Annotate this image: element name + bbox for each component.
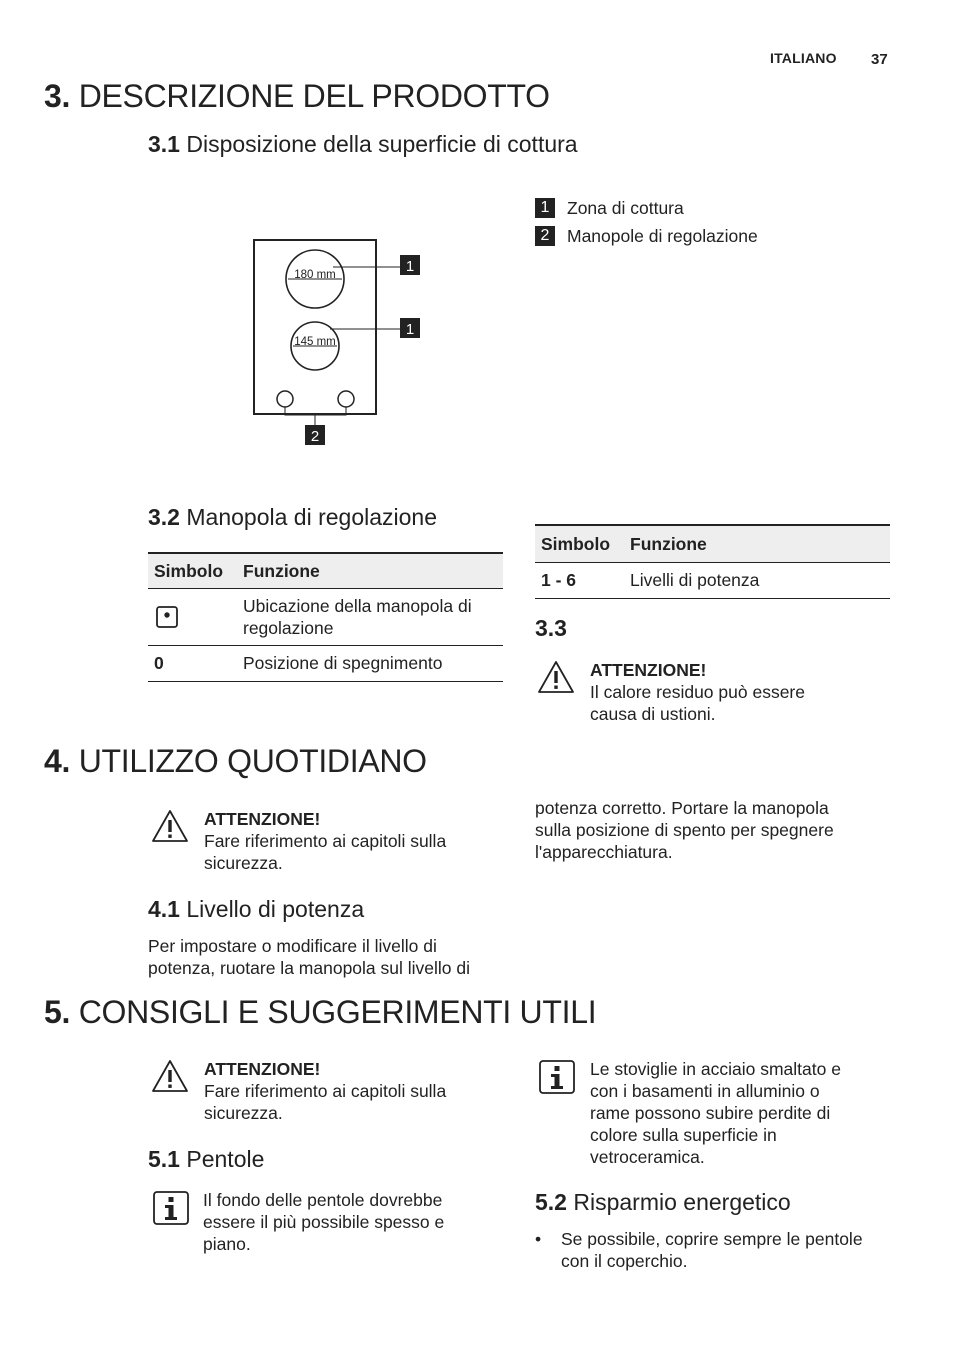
- legend-item: [535, 194, 758, 222]
- table-row: [148, 645, 503, 681]
- warning-title: ATTENZIONE!: [204, 1059, 321, 1079]
- warning-icon: [151, 1058, 189, 1094]
- legend-number: 1: [535, 198, 555, 218]
- section-4-1-title: Livello di potenza: [186, 896, 365, 922]
- page-number: 37: [871, 51, 888, 68]
- section-3-title: DESCRIZIONE DEL PRODOTTO: [78, 78, 550, 114]
- section-3-1-heading: [148, 131, 578, 158]
- info-text: Le stoviglie in acciaio smaltato e con i basamenti in alluminio o rame possono subire perdite di colore sulla superficie in vetroceramica.: [590, 1059, 841, 1167]
- warning-text: Fare riferimento ai capitoli sulla sicurezza.: [204, 1081, 447, 1123]
- section-3-number: 3.: [44, 78, 71, 114]
- table-header-cell: Simbolo: [535, 525, 624, 562]
- table-row: [535, 562, 890, 598]
- section-4-1-heading: [148, 896, 364, 923]
- section-5-2-number: 5.2: [535, 1189, 567, 1215]
- table-cell-function: Posizione di spegnimento: [243, 653, 443, 673]
- header-language: ITALIANO: [770, 50, 837, 66]
- info-box-stoviglie: [538, 1058, 878, 1168]
- section-5-2-title: Risparmio energetico: [573, 1189, 791, 1215]
- callout-1b-label: 1: [405, 321, 415, 338]
- info-icon: [152, 1189, 190, 1227]
- section-5-title: CONSIGLI E SUGGERIMENTI UTILI: [78, 994, 597, 1030]
- section-3-2-heading: [148, 504, 437, 531]
- info-icon: [538, 1058, 576, 1096]
- warning-title: ATTENZIONE!: [204, 809, 321, 829]
- warning-title: ATTENZIONE!: [590, 660, 707, 680]
- energy-saving-list: [535, 1228, 890, 1272]
- table-header-cell: Funzione: [624, 525, 890, 562]
- list-item-text: Se possibile, coprire sempre le pentole con il coperchio.: [561, 1229, 863, 1271]
- warning-box-3-3: [537, 659, 867, 725]
- table-row: [148, 588, 503, 645]
- table-cell-function: Livelli di potenza: [630, 570, 760, 590]
- section-5-number: 5.: [44, 994, 71, 1030]
- knob-right: [338, 391, 354, 407]
- power-level-paragraph-right: potenza corretto. Portare la manopola sulla posizione di spento per spegnere l'apparecchiatura.: [535, 798, 834, 862]
- legend-number: 2: [535, 226, 555, 246]
- section-5-heading: [44, 994, 596, 1031]
- zone-2-size-label: 145 mm: [294, 336, 336, 348]
- section-5-1-heading: [148, 1146, 264, 1173]
- info-box-pentole: [152, 1189, 492, 1255]
- table-cell-symbol: [148, 588, 237, 645]
- section-4-title: UTILIZZO QUOTIDIANO: [78, 743, 427, 779]
- legend-item: [535, 222, 758, 250]
- table-header-row: [148, 553, 503, 588]
- warning-icon: [537, 659, 575, 695]
- table-header-cell: Funzione: [237, 553, 503, 588]
- table-cell-function: Ubicazione della manopola di regolazione: [243, 595, 472, 638]
- power-level-table: [535, 524, 890, 599]
- bullet-icon: •: [535, 1229, 542, 1249]
- knob-location-icon: [155, 605, 179, 629]
- list-item: [535, 1228, 890, 1272]
- knob-left: [277, 391, 293, 407]
- section-5-1-number: 5.1: [148, 1146, 180, 1172]
- section-3-2-number: 3.2: [148, 504, 180, 530]
- section-4-1-number: 4.1: [148, 896, 180, 922]
- section-5-2-heading: [535, 1189, 791, 1216]
- section-3-1-number: 3.1: [148, 131, 180, 157]
- section-5-1-title: Pentole: [186, 1146, 265, 1172]
- warning-box-4: [151, 808, 491, 874]
- warning-box-5: [151, 1058, 491, 1124]
- callout-1a-label: 1: [405, 258, 415, 275]
- knob-symbol-table: [148, 552, 503, 682]
- zone-1-size-label: 180 mm: [294, 269, 336, 281]
- diagram-legend: [535, 194, 758, 250]
- info-text: Il fondo delle pentole dovrebbe essere il più possibile spesso e piano.: [203, 1190, 445, 1254]
- legend-text: Zona di cottura: [567, 197, 684, 218]
- warning-text: Fare riferimento ai capitoli sulla sicurezza.: [204, 831, 447, 873]
- table-header-cell: Simbolo: [148, 553, 237, 588]
- cooktop-outline: [254, 240, 376, 414]
- table-header-row: [535, 525, 890, 562]
- section-3-heading: [44, 78, 550, 115]
- section-4-number: 4.: [44, 743, 71, 779]
- table-cell-symbol: 1 - 6: [541, 570, 577, 590]
- warning-icon: [151, 808, 189, 844]
- power-level-paragraph-left: Per impostare o modificare il livello di potenza, ruotare la manopola sul livello di: [148, 936, 470, 978]
- warning-text: Il calore residuo può essere causa di ustioni.: [590, 682, 805, 724]
- section-3-3-heading: 3.3: [535, 615, 567, 641]
- callout-2-label: 2: [310, 428, 320, 445]
- section-3-1-title: Disposizione della superficie di cottura: [186, 131, 578, 157]
- section-4-heading: [44, 743, 427, 780]
- section-3-2-title: Manopola di regolazione: [186, 504, 437, 530]
- legend-text: Manopole di regolazione: [567, 225, 758, 246]
- table-cell-symbol: 0: [154, 653, 164, 673]
- cooktop-diagram: [250, 236, 430, 452]
